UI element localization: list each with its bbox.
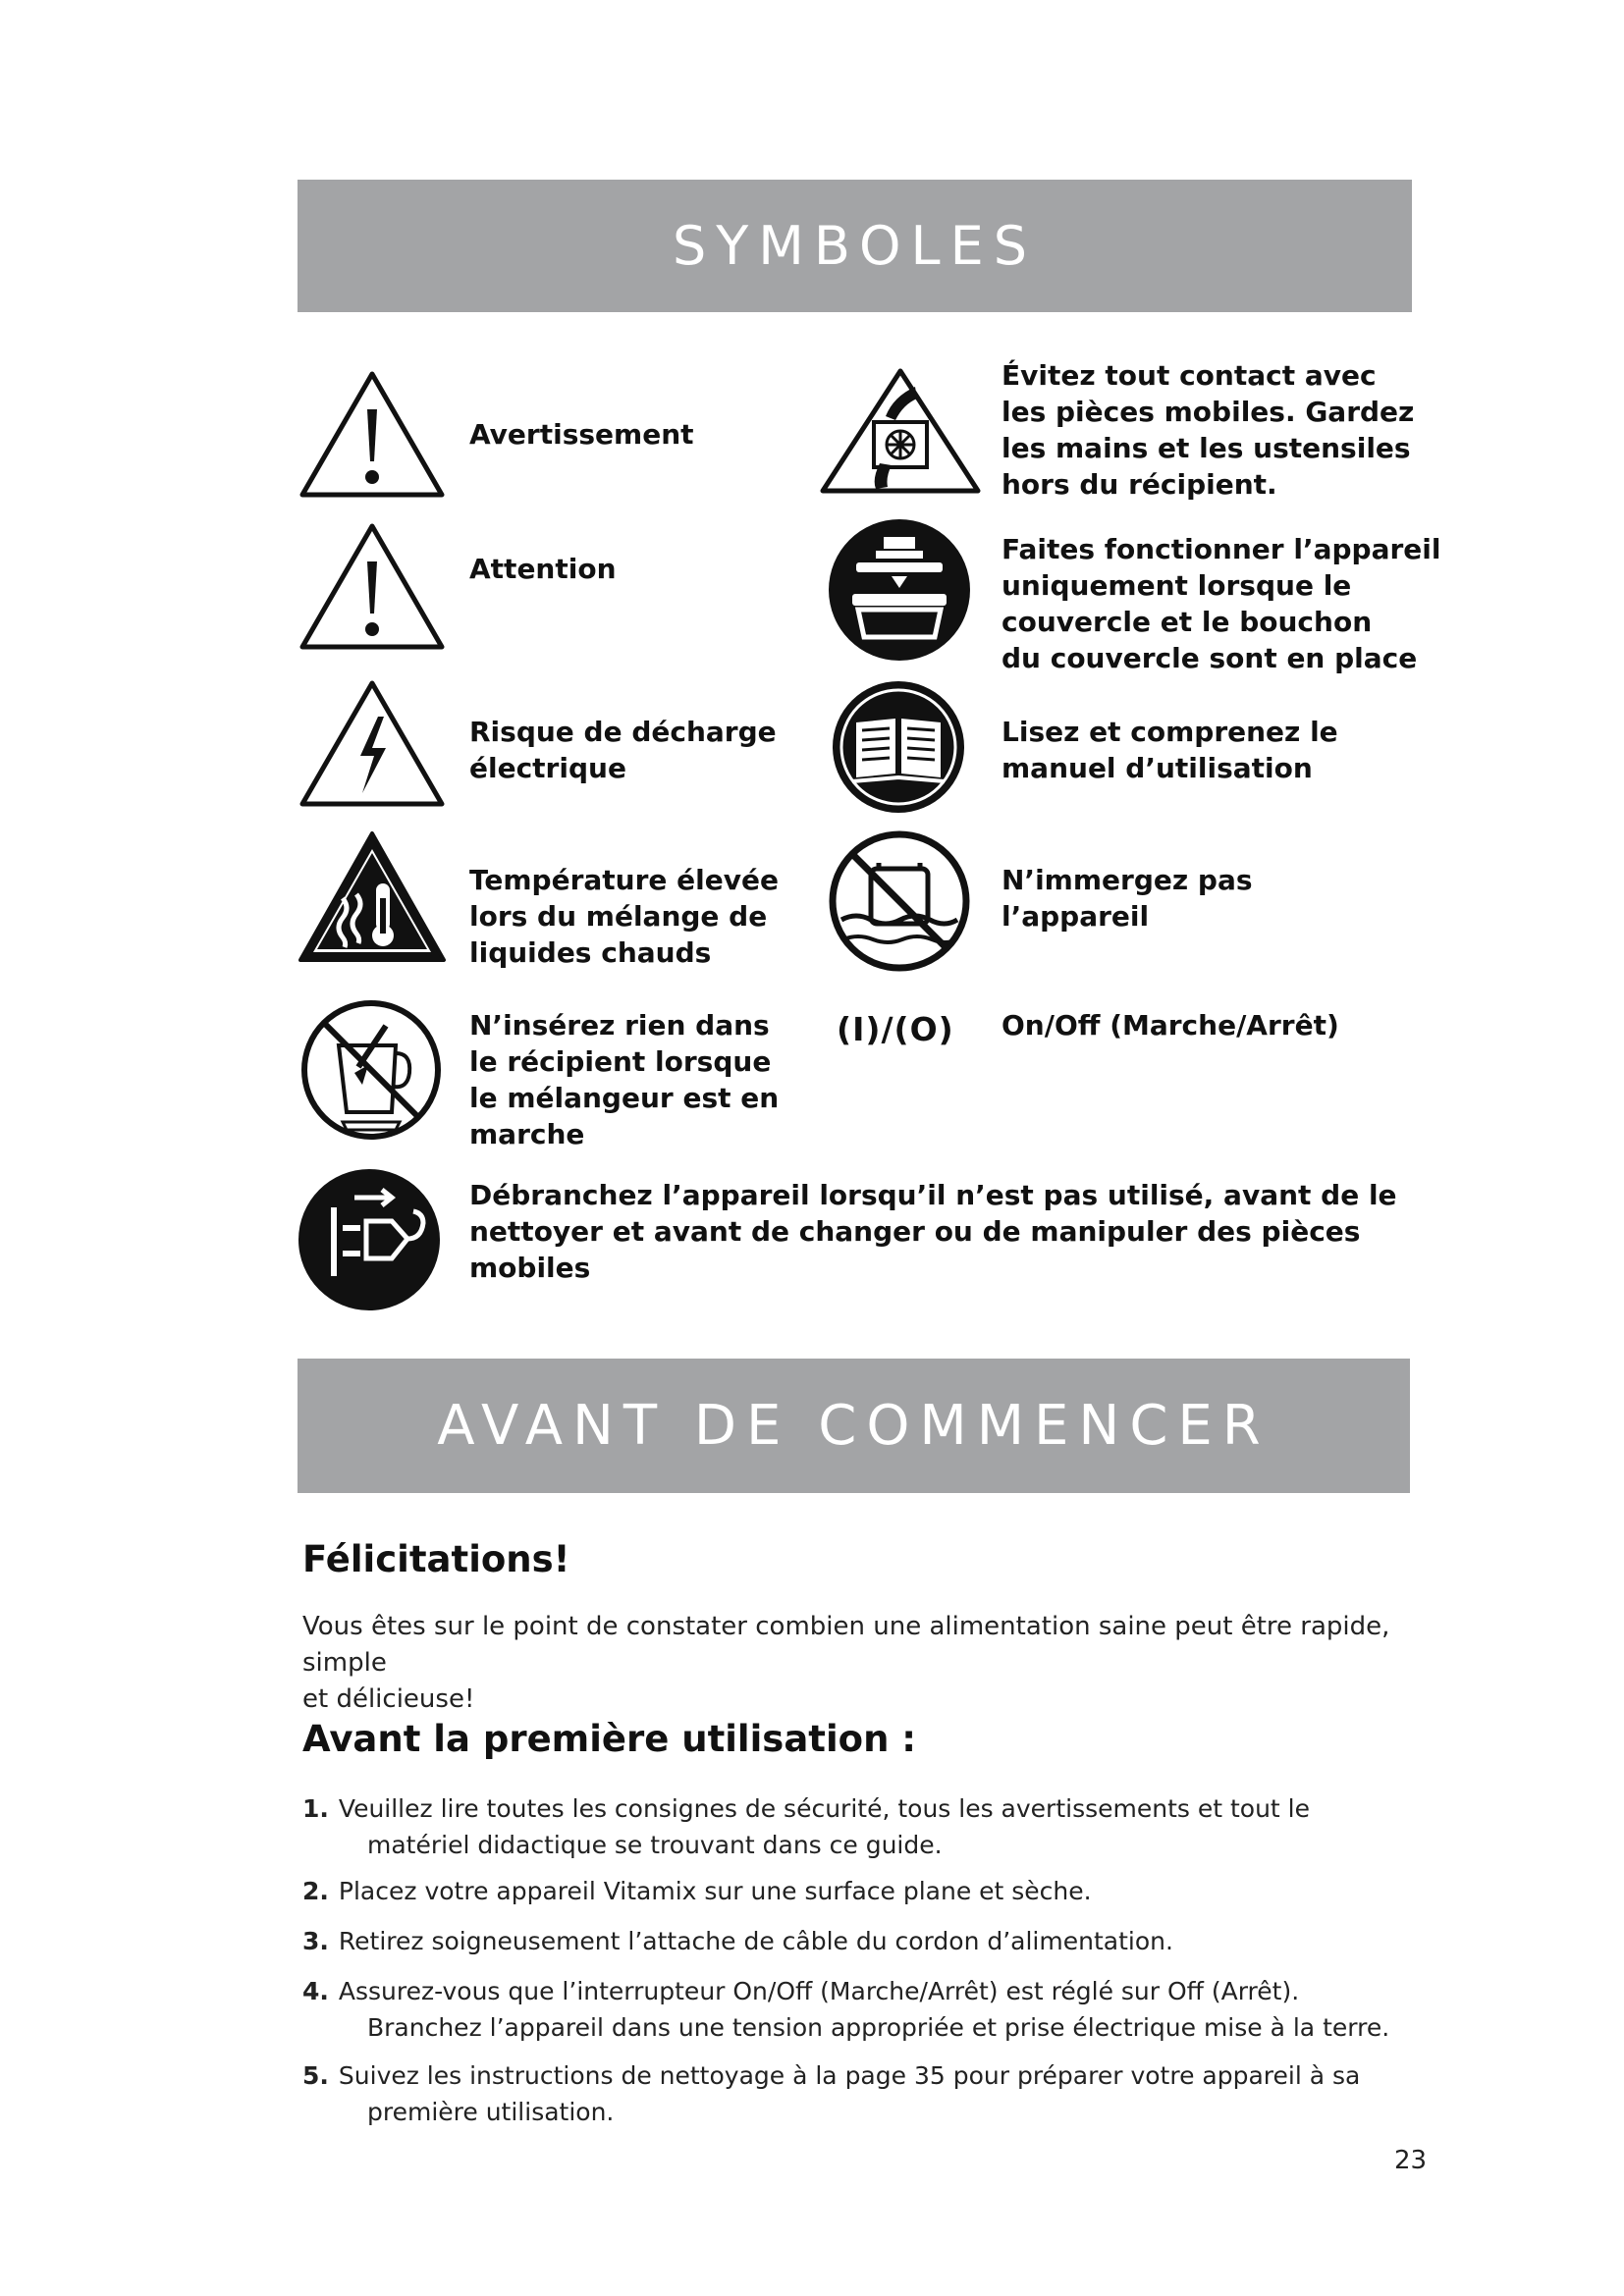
hot-liquid-temperature-icon xyxy=(298,829,447,965)
step-text-cont: Branchez l’appareil dans une tension appropriée et prise électrique mise à la terre. xyxy=(367,2013,1390,2042)
electric-shock-icon xyxy=(298,677,447,810)
list-item xyxy=(302,1873,1412,1909)
congrats-line: Vous êtes sur le point de constater combien une alimentation saine peut être rapide, simple xyxy=(302,1612,1390,1678)
unplug-icon xyxy=(298,1168,441,1311)
list-item xyxy=(302,1973,1412,2046)
do-not-immerse-icon xyxy=(828,829,971,973)
list-item xyxy=(302,1923,1412,1959)
step-number: 2. xyxy=(302,1877,329,1905)
congrats-line: et délicieuse! xyxy=(302,1684,475,1714)
symbol-label-do-not-immerse: N’immergez pas l’appareil xyxy=(1001,864,1253,933)
symbol-label-lid-in-place: Faites fonctionner l’appareil uniquement lorsque le couvercle et le bouchon du couvercle sont en place xyxy=(1001,533,1441,674)
symbol-label-hot-liquids: Température élevée lors du mélange de liquides chauds xyxy=(469,864,779,969)
step-number: 1. xyxy=(302,1794,329,1823)
symbol-label-electric-shock: Risque de décharge électrique xyxy=(469,716,777,784)
symbol-label-on-off: On/Off (Marche/Arrêt) xyxy=(1001,1009,1339,1041)
first-use-title: Avant la première utilisation : xyxy=(302,1718,917,1760)
step-number: 5. xyxy=(302,2061,329,2090)
warning-triangle-icon xyxy=(298,368,447,501)
congrats-title: Félicitations! xyxy=(302,1538,570,1580)
step-text-cont: matériel didactique se trouvant dans ce guide. xyxy=(367,1831,943,1859)
step-text: Retirez soigneusement l’attache de câble du cordon d’alimentation. xyxy=(338,1927,1173,1955)
read-manual-icon xyxy=(831,679,966,815)
step-text-cont: première utilisation. xyxy=(367,2098,615,2126)
list-item xyxy=(302,2057,1412,2130)
symbols-section-heading: SYMBOLES xyxy=(298,180,1412,312)
page-number: 23 xyxy=(1394,2146,1428,2175)
lid-in-place-icon xyxy=(827,517,972,663)
symbol-label-unplug: Débranchez l’appareil lorsqu’il n’est pas utilisé, avant de le nettoyer et avant de changer ou de manipuler des pièces mobiles xyxy=(469,1179,1397,1284)
symbol-label-no-insert: N’insérez rien dans le récipient lorsque le mélangeur est en marche xyxy=(469,1009,780,1150)
step-text: Suivez les instructions de nettoyage à la page 35 pour préparer votre appareil à sa xyxy=(338,2061,1361,2090)
no-insert-utensil-icon xyxy=(298,996,445,1144)
step-text: Assurez-vous que l’interrupteur On/Off (Marche/Arrêt) est réglé sur Off (Arrêt). xyxy=(338,1977,1300,2005)
list-item xyxy=(302,1790,1412,1863)
congrats-paragraph xyxy=(302,1609,1412,1718)
avant-section-heading: AVANT DE COMMENCER xyxy=(298,1359,1410,1493)
on-off-text-icon: (I)/(O) xyxy=(837,1010,954,1048)
step-text: Veuillez lire toutes les consignes de sécurité, tous les avertissements et tout le xyxy=(338,1794,1311,1823)
symbol-label-avertissement: Avertissement xyxy=(469,418,694,451)
moving-parts-hand-icon xyxy=(817,365,984,498)
step-number: 4. xyxy=(302,1977,329,2005)
symbol-label-read-manual: Lisez et comprenez le manuel d’utilisation xyxy=(1001,716,1338,784)
symbol-label-moving-parts: Évitez tout contact avec les pièces mobiles. Gardez les mains et les ustensiles hors du récipient. xyxy=(1001,359,1415,501)
step-text: Placez votre appareil Vitamix sur une surface plane et sèche. xyxy=(338,1877,1092,1905)
caution-triangle-icon xyxy=(298,520,447,653)
step-number: 3. xyxy=(302,1927,329,1955)
symbol-label-attention: Attention xyxy=(469,553,617,585)
